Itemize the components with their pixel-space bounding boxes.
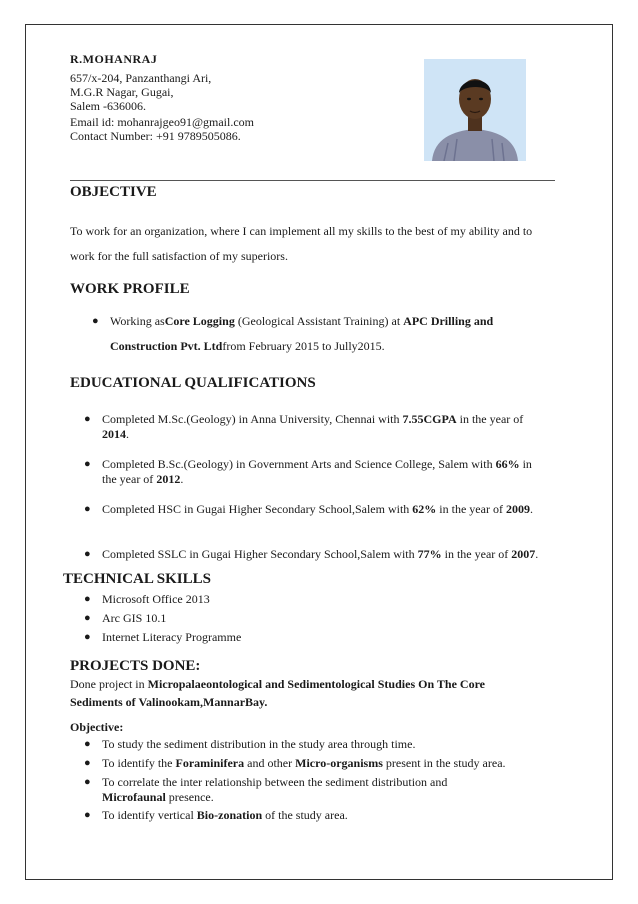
work-profile-heading: WORK PROFILE: [70, 281, 190, 297]
objective-heading: OBJECTIVE: [70, 184, 157, 200]
person-photo-icon: [424, 59, 526, 161]
work-profile-item-line-2: Construction Pvt. Ltdfrom February 2015 to Jully2015.: [110, 339, 385, 353]
header-divider: [70, 180, 555, 181]
bullet-icon: ●: [84, 757, 91, 769]
project-objective-item: ● To identify the Foraminifera and other Micro-organisms present in the study area.: [84, 756, 506, 770]
education-item-sslc: ● Completed SSLC in Gugai Higher Secondary School,Salem with 77% in the year of 2007.: [84, 547, 539, 561]
address-line-2: M.G.R Nagar, Gugai,: [70, 85, 174, 99]
projects-heading: PROJECTS DONE:: [70, 658, 201, 674]
bullet-icon: ●: [84, 612, 91, 624]
bullet-icon: ●: [84, 503, 91, 515]
address-line-3: Salem -636006.: [70, 99, 146, 113]
email: Email id: mohanrajgeo91@gmail.com: [70, 115, 255, 129]
contact-number: Contact Number: +91 9789505086.: [70, 129, 241, 143]
objective-line-1: To work for an organization, where I can implement all my skills to the best of my ability and to: [70, 224, 533, 238]
profile-photo: [424, 59, 526, 161]
bullet-icon: ●: [84, 738, 91, 750]
project-objective-item: ● To identify vertical Bio-zonation of the study area.: [84, 808, 348, 822]
project-description-line-2: Sediments of Valinookam,MannarBay.: [70, 695, 268, 709]
bullet-icon: ●: [84, 776, 91, 788]
bullet-icon: ●: [84, 593, 91, 605]
education-item-hsc: ● Completed HSC in Gugai Higher Secondary School,Salem with 62% in the year of 2009.: [84, 502, 533, 516]
project-objective-item: ● To study the sediment distribution in the study area through time.: [84, 737, 416, 751]
project-objective-item: ● To correlate the inter relationship between the sediment distribution and Microfaunal presence.: [84, 775, 448, 804]
skill-item: ● Arc GIS 10.1: [84, 611, 167, 625]
bullet-icon: ●: [92, 315, 99, 327]
bullet-icon: ●: [84, 548, 91, 560]
bullet-icon: ●: [84, 458, 91, 470]
bullet-icon: ●: [84, 631, 91, 643]
work-profile-item: ● Working asCore Logging (Geological Assistant Training) at APC Drilling and: [92, 314, 494, 328]
project-description: Done project in Micropalaeontological and Sedimentological Studies On The Core: [70, 677, 486, 691]
skill-item: ● Internet Literacy Programme: [84, 630, 242, 644]
candidate-name: R.MOHANRAJ: [70, 52, 158, 66]
skill-item: ● Microsoft Office 2013: [84, 592, 210, 606]
education-item-bsc: ● Completed B.Sc.(Geology) in Government Arts and Science College, Salem with 66% in the year of 2012.: [84, 457, 532, 486]
bullet-icon: ●: [84, 809, 91, 821]
objective-line-2: work for the full satisfaction of my superiors.: [70, 249, 288, 263]
education-heading: EDUCATIONAL QUALIFICATIONS: [70, 375, 316, 391]
bullet-icon: ●: [84, 413, 91, 425]
technical-skills-heading: TECHNICAL SKILLS: [63, 571, 211, 587]
project-objective-label: Objective:: [70, 720, 124, 734]
education-item-msc: ● Completed M.Sc.(Geology) in Anna University, Chennai with 7.55CGPA in the year of 2014.: [84, 412, 524, 441]
address-line-1: 657/x-204, Panzanthangi Ari,: [70, 71, 212, 85]
